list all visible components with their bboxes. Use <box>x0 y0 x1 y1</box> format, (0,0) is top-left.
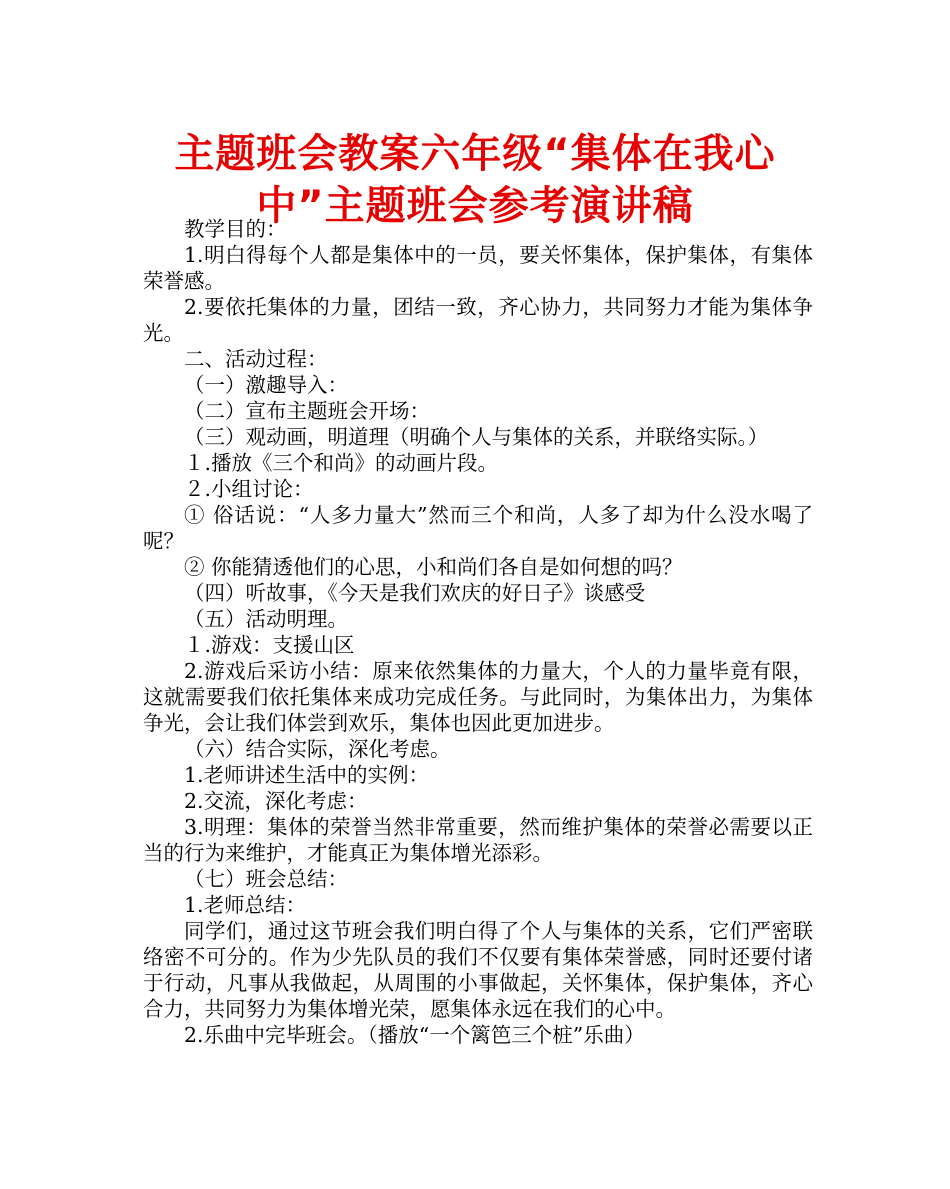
paragraph-teacher-example: 1.老师讲述生活中的实例： <box>184 763 430 787</box>
paragraph-summary-speech: 同学们，通过这节班会我们明白得了个人与集体的关系，它们严密联络密不可分的。作为少先队员的我们不仅要有集体荣誉感，同时还要付诸于行动，凡事从我做起，从周围的小事做起，关怀集体，保护集体，齐心合力，共同努力为集体增光荣，愿集体永远在我们的心中。 <box>143 919 813 1021</box>
paragraph-goal-1: 1.明白得每个人都是集体中的一员，要关怀集体，保护集体，有集体荣誉感。 <box>143 243 813 293</box>
paragraph-game: １.游戏：支援山区 <box>184 633 355 657</box>
paragraph-section-4: （四）听故事，《今天是我们欢庆的好日子》谈感受 <box>184 581 646 605</box>
paragraph-question-2: ② 你能猜透他们的心思，小和尚们各自是如何想的吗？ <box>184 555 683 579</box>
paragraph-play-animation: １.播放《三个和尚》的动画片段。 <box>184 451 499 475</box>
paragraph-section-3: （三）观动画，明道理（明确个人与集体的关系，并联络实际。） <box>184 425 769 449</box>
paragraph-closing-music: 2.乐曲中完毕班会。（播放“一个篱笆三个桩”乐曲） <box>184 1023 645 1047</box>
paragraph-teacher-summary: 1.老师总结： <box>184 893 307 917</box>
paragraph-section-6: （六）结合实际，深化考虑。 <box>184 737 451 761</box>
paragraph-section-1: （一）激趣导入： <box>184 373 348 397</box>
paragraph-activity-process-heading: 二、活动过程： <box>184 347 328 371</box>
paragraph-group-discussion: ２.小组讨论： <box>184 477 314 501</box>
paragraph-section-5: （五）活动明理。 <box>184 607 348 631</box>
paragraph-question-1: ① 俗话说：“人多力量大”然而三个和尚，人多了却为什么没水喝了呢？ <box>143 503 813 553</box>
paragraph-section-7: （七）班会总结： <box>184 867 348 891</box>
paragraph-goal-2: 2.要依托集体的力量，团结一致，齐心协力，共同努力才能为集体争光。 <box>143 295 813 345</box>
paragraph-teaching-goals-heading: 教学目的： <box>184 217 287 241</box>
paragraph-reasoning: 3.明理：集体的荣誉当然非常重要，然而维护集体的荣誉必需要以正当的行为来维护，才能真正为集体增光添彩。 <box>143 815 813 865</box>
paragraph-section-2: （二）宣布主题班会开场： <box>184 399 430 423</box>
paragraph-exchange: 2.交流，深化考虑： <box>184 789 368 813</box>
document-title: 主题班会教案六年级“集体在我心中”主题班会参考演讲稿 <box>174 131 776 229</box>
paragraph-game-summary: 2.游戏后采访小结：原来依然集体的力量大，个人的力量毕竟有限，这就需要我们依托集体来成功完成任务。与此同时，为集体出力，为集体争光，会让我们体尝到欢乐，集体也因此更加进步。 <box>143 659 813 735</box>
document-body <box>143 216 813 1048</box>
